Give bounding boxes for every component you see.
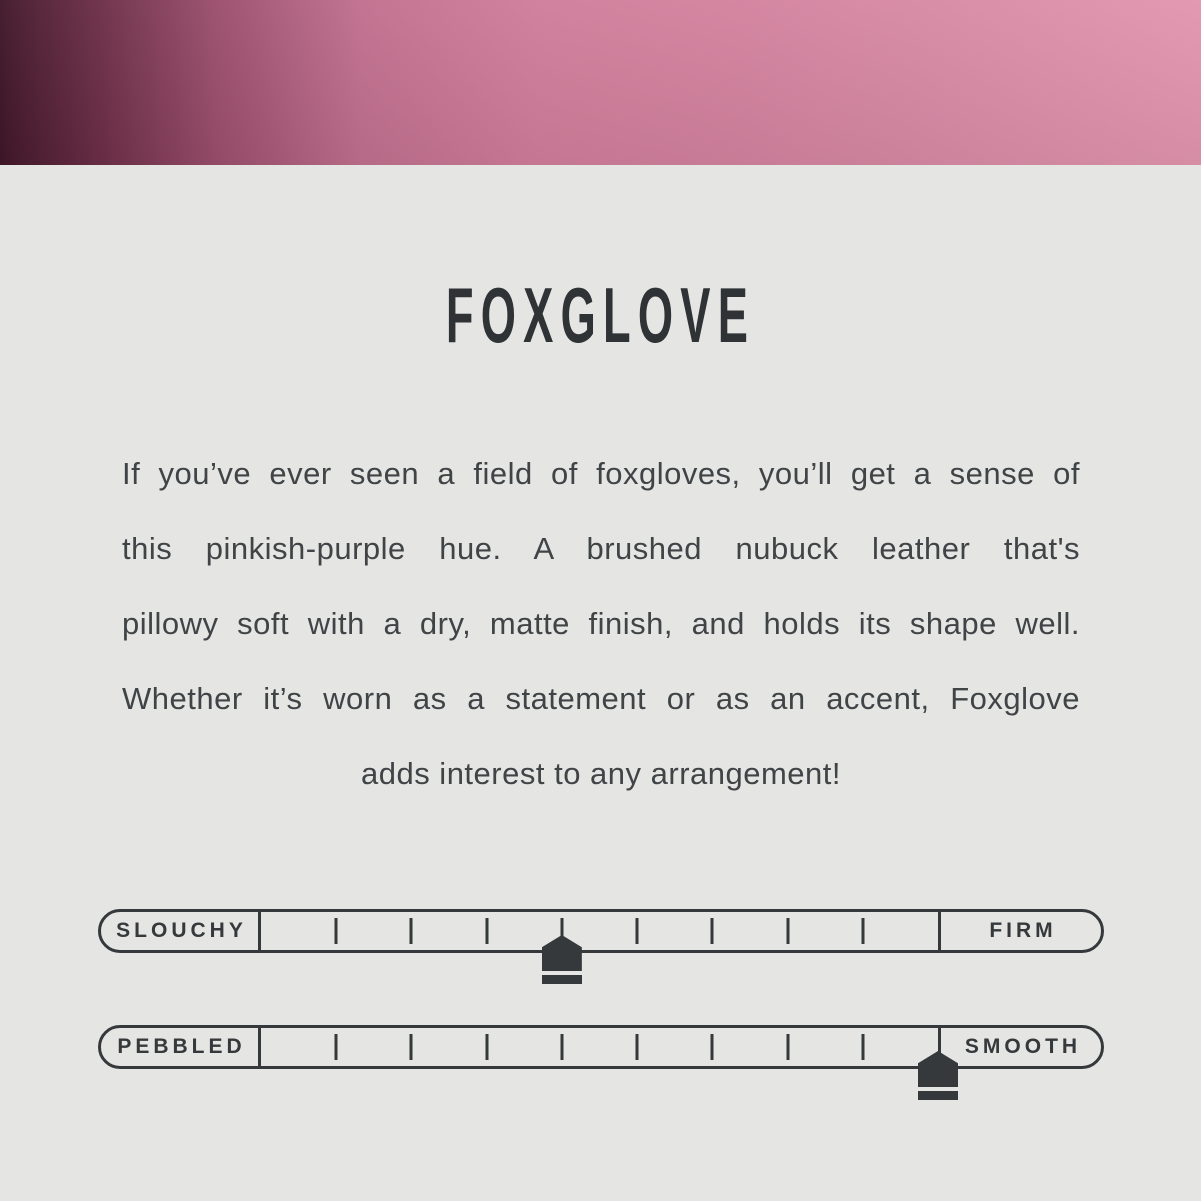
drape-max-label-box <box>938 912 1101 950</box>
slider-tick <box>786 1034 789 1060</box>
description-line: pillowy soft with a dry, matte finish, and holds its shape well. <box>122 606 1080 641</box>
slider-tick <box>410 918 413 944</box>
drape-min-label-box <box>101 912 261 950</box>
slider-tick <box>786 918 789 944</box>
slider-tick <box>861 918 864 944</box>
marker-base <box>918 1091 958 1100</box>
slider-tick <box>485 918 488 944</box>
slider-tick <box>861 1034 864 1060</box>
page-title: FOXGLOVE <box>445 271 756 359</box>
slider-tick <box>485 1034 488 1060</box>
marker-pointer-icon <box>918 1051 958 1087</box>
description-paragraph <box>122 436 1080 811</box>
drape-slider-track[interactable] <box>261 912 938 950</box>
texture-max-label-box <box>938 1028 1101 1066</box>
description-line: adds interest to any arrangement! <box>360 756 842 791</box>
drape-slider <box>98 909 1104 953</box>
texture-min-label-box <box>101 1028 261 1066</box>
texture-min-label: PEBBLED <box>117 1035 246 1058</box>
slider-tick <box>636 918 639 944</box>
texture-slider-track[interactable] <box>261 1028 938 1066</box>
marker-pointer-icon <box>542 935 582 971</box>
slider-tick <box>410 1034 413 1060</box>
slider-tick <box>711 918 714 944</box>
drape-max-label: FIRM <box>989 919 1057 942</box>
marker-base <box>542 975 582 984</box>
slider-tick <box>711 1034 714 1060</box>
description-line: If you’ve ever seen a field of foxgloves, you’ll get a sense of <box>122 456 1080 491</box>
description-line: Whether it’s worn as a statement or as an accent, Foxglove <box>122 681 1080 716</box>
slider-tick <box>560 1034 563 1060</box>
drape-slider-marker[interactable] <box>542 935 582 984</box>
drape-min-label: SLOUCHY <box>116 919 247 942</box>
slider-tick <box>335 1034 338 1060</box>
leather-swatch-image <box>0 0 1201 165</box>
texture-slider-marker[interactable] <box>918 1051 958 1100</box>
slider-tick <box>636 1034 639 1060</box>
description-line: this pinkish-purple hue. A brushed nubuck leather that's <box>122 531 1080 566</box>
texture-slider <box>98 1025 1104 1069</box>
texture-max-label: SMOOTH <box>964 1035 1082 1058</box>
slider-tick <box>335 918 338 944</box>
